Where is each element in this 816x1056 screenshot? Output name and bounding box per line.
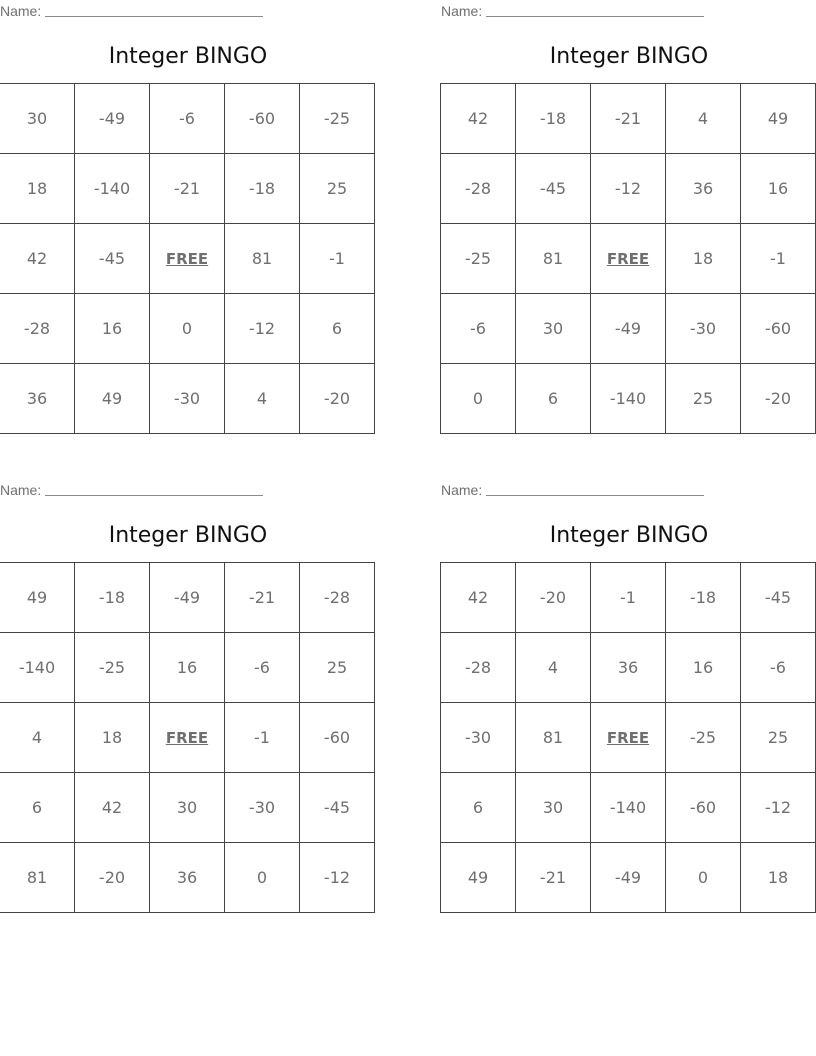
name-label: Name: bbox=[0, 3, 42, 19]
bingo-cell[interactable]: -21 bbox=[150, 154, 225, 224]
bingo-cell[interactable]: -20 bbox=[741, 364, 816, 434]
bingo-cell[interactable]: -1 bbox=[225, 703, 300, 773]
bingo-cell[interactable]: 18 bbox=[666, 224, 741, 294]
bingo-cell[interactable]: 16 bbox=[666, 633, 741, 703]
bingo-cell[interactable]: -12 bbox=[591, 154, 666, 224]
bingo-cell[interactable]: 81 bbox=[516, 703, 591, 773]
bingo-cell[interactable]: -25 bbox=[300, 84, 375, 154]
bingo-cell[interactable]: -1 bbox=[300, 224, 375, 294]
name-line bbox=[441, 479, 816, 501]
bingo-cell[interactable]: 18 bbox=[75, 703, 150, 773]
bingo-grid bbox=[0, 83, 375, 434]
bingo-cell[interactable]: 0 bbox=[666, 843, 741, 913]
bingo-cell[interactable]: -45 bbox=[75, 224, 150, 294]
bingo-cell[interactable]: 36 bbox=[666, 154, 741, 224]
bingo-cell[interactable]: -1 bbox=[591, 563, 666, 633]
bingo-cell[interactable]: 0 bbox=[150, 294, 225, 364]
bingo-cell[interactable]: -6 bbox=[225, 633, 300, 703]
card-title: Integer BINGO bbox=[549, 523, 709, 548]
bingo-cell[interactable]: -60 bbox=[225, 84, 300, 154]
bingo-cell[interactable]: -45 bbox=[741, 563, 816, 633]
name-blank[interactable] bbox=[486, 2, 704, 17]
card-title: Integer BINGO bbox=[108, 523, 268, 548]
bingo-cell[interactable]: -28 bbox=[441, 154, 516, 224]
bingo-cell[interactable]: 30 bbox=[516, 294, 591, 364]
bingo-cell[interactable]: -25 bbox=[441, 224, 516, 294]
bingo-cell[interactable]: -60 bbox=[741, 294, 816, 364]
bingo-cell[interactable]: 42 bbox=[441, 563, 516, 633]
bingo-cell[interactable]: 30 bbox=[0, 84, 75, 154]
bingo-cell[interactable]: 4 bbox=[516, 633, 591, 703]
bingo-cell[interactable]: 6 bbox=[516, 364, 591, 434]
bingo-cell[interactable]: -45 bbox=[300, 773, 375, 843]
bingo-cell[interactable]: 49 bbox=[75, 364, 150, 434]
free-space-cell[interactable]: FREE bbox=[150, 703, 225, 773]
bingo-cell[interactable]: 18 bbox=[741, 843, 816, 913]
bingo-cell[interactable]: -12 bbox=[225, 294, 300, 364]
bingo-cell[interactable]: -12 bbox=[300, 843, 375, 913]
name-label: Name: bbox=[441, 3, 483, 19]
bingo-cell[interactable]: -21 bbox=[591, 84, 666, 154]
bingo-cell[interactable]: 81 bbox=[225, 224, 300, 294]
bingo-cell[interactable]: -1 bbox=[741, 224, 816, 294]
bingo-cell[interactable]: 16 bbox=[150, 633, 225, 703]
bingo-cell[interactable]: -20 bbox=[75, 843, 150, 913]
bingo-grid bbox=[440, 562, 816, 913]
bingo-cell[interactable]: 0 bbox=[441, 364, 516, 434]
free-space-cell[interactable]: FREE bbox=[591, 703, 666, 773]
bingo-cell[interactable]: -28 bbox=[300, 563, 375, 633]
bingo-cell[interactable]: -45 bbox=[516, 154, 591, 224]
name-line bbox=[0, 0, 376, 22]
bingo-cell[interactable]: -28 bbox=[0, 294, 75, 364]
bingo-cell[interactable]: -20 bbox=[516, 563, 591, 633]
bingo-cell[interactable]: -30 bbox=[225, 773, 300, 843]
bingo-cell[interactable]: 30 bbox=[516, 773, 591, 843]
card-title: Integer BINGO bbox=[108, 44, 268, 69]
bingo-cell[interactable]: 49 bbox=[0, 563, 75, 633]
bingo-cell[interactable]: -12 bbox=[741, 773, 816, 843]
bingo-cell[interactable]: -18 bbox=[75, 563, 150, 633]
name-label: Name: bbox=[441, 482, 483, 498]
bingo-cell[interactable]: 25 bbox=[300, 633, 375, 703]
bingo-cell[interactable]: -49 bbox=[591, 294, 666, 364]
name-blank[interactable] bbox=[45, 481, 263, 496]
bingo-cell[interactable]: -20 bbox=[300, 364, 375, 434]
bingo-card-2 bbox=[441, 0, 816, 434]
bingo-cell[interactable]: -140 bbox=[591, 773, 666, 843]
bingo-cell[interactable]: 42 bbox=[441, 84, 516, 154]
bingo-cell[interactable]: 6 bbox=[0, 773, 75, 843]
bingo-cell[interactable]: -6 bbox=[441, 294, 516, 364]
bingo-cell[interactable]: 4 bbox=[0, 703, 75, 773]
bingo-card-3 bbox=[0, 479, 376, 913]
bingo-cell[interactable]: 0 bbox=[225, 843, 300, 913]
bingo-cell[interactable]: -49 bbox=[150, 563, 225, 633]
name-label: Name: bbox=[0, 482, 42, 498]
bingo-cell[interactable]: 6 bbox=[441, 773, 516, 843]
bingo-cell[interactable]: 36 bbox=[0, 364, 75, 434]
bingo-cell[interactable]: 18 bbox=[0, 154, 75, 224]
bingo-cell[interactable]: -140 bbox=[0, 633, 75, 703]
bingo-cell[interactable]: 36 bbox=[591, 633, 666, 703]
bingo-cell[interactable]: 49 bbox=[441, 843, 516, 913]
bingo-cell[interactable]: 81 bbox=[516, 224, 591, 294]
bingo-cell[interactable]: -49 bbox=[591, 843, 666, 913]
bingo-card-1 bbox=[0, 0, 376, 434]
name-line bbox=[441, 0, 816, 22]
free-space-cell[interactable]: FREE bbox=[150, 224, 225, 294]
bingo-card-4 bbox=[441, 479, 816, 913]
bingo-cell[interactable]: 16 bbox=[75, 294, 150, 364]
bingo-grid bbox=[440, 83, 816, 434]
bingo-cell[interactable]: -21 bbox=[225, 563, 300, 633]
bingo-grid bbox=[0, 562, 375, 913]
bingo-cell[interactable]: -25 bbox=[75, 633, 150, 703]
bingo-cell[interactable]: -25 bbox=[666, 703, 741, 773]
bingo-cell[interactable]: -6 bbox=[741, 633, 816, 703]
bingo-cell[interactable]: -30 bbox=[150, 364, 225, 434]
bingo-cell[interactable]: 25 bbox=[300, 154, 375, 224]
bingo-cell[interactable]: 16 bbox=[741, 154, 816, 224]
bingo-cell[interactable]: 6 bbox=[300, 294, 375, 364]
name-blank[interactable] bbox=[486, 481, 704, 496]
bingo-cell[interactable]: -60 bbox=[300, 703, 375, 773]
bingo-cell[interactable]: -49 bbox=[75, 84, 150, 154]
bingo-cell[interactable]: 25 bbox=[741, 703, 816, 773]
bingo-cell[interactable]: -21 bbox=[516, 843, 591, 913]
free-space-cell[interactable]: FREE bbox=[591, 224, 666, 294]
name-blank[interactable] bbox=[45, 2, 263, 17]
card-title: Integer BINGO bbox=[549, 44, 709, 69]
bingo-cell[interactable]: -6 bbox=[150, 84, 225, 154]
bingo-cell[interactable]: 42 bbox=[0, 224, 75, 294]
bingo-cell[interactable]: 4 bbox=[666, 84, 741, 154]
bingo-cell[interactable]: -18 bbox=[225, 154, 300, 224]
bingo-cell[interactable]: 36 bbox=[150, 843, 225, 913]
bingo-cell[interactable]: 42 bbox=[75, 773, 150, 843]
bingo-cell[interactable]: -30 bbox=[441, 703, 516, 773]
bingo-cell[interactable]: 25 bbox=[666, 364, 741, 434]
bingo-cell[interactable]: -30 bbox=[666, 294, 741, 364]
bingo-cell[interactable]: -18 bbox=[666, 563, 741, 633]
bingo-cell[interactable]: -140 bbox=[75, 154, 150, 224]
bingo-cell[interactable]: -140 bbox=[591, 364, 666, 434]
bingo-cell[interactable]: 4 bbox=[225, 364, 300, 434]
bingo-cell[interactable]: 81 bbox=[0, 843, 75, 913]
bingo-cell[interactable]: 49 bbox=[741, 84, 816, 154]
bingo-cell[interactable]: -28 bbox=[441, 633, 516, 703]
name-line bbox=[0, 479, 376, 501]
bingo-cell[interactable]: -18 bbox=[516, 84, 591, 154]
bingo-cell[interactable]: -60 bbox=[666, 773, 741, 843]
bingo-cell[interactable]: 30 bbox=[150, 773, 225, 843]
